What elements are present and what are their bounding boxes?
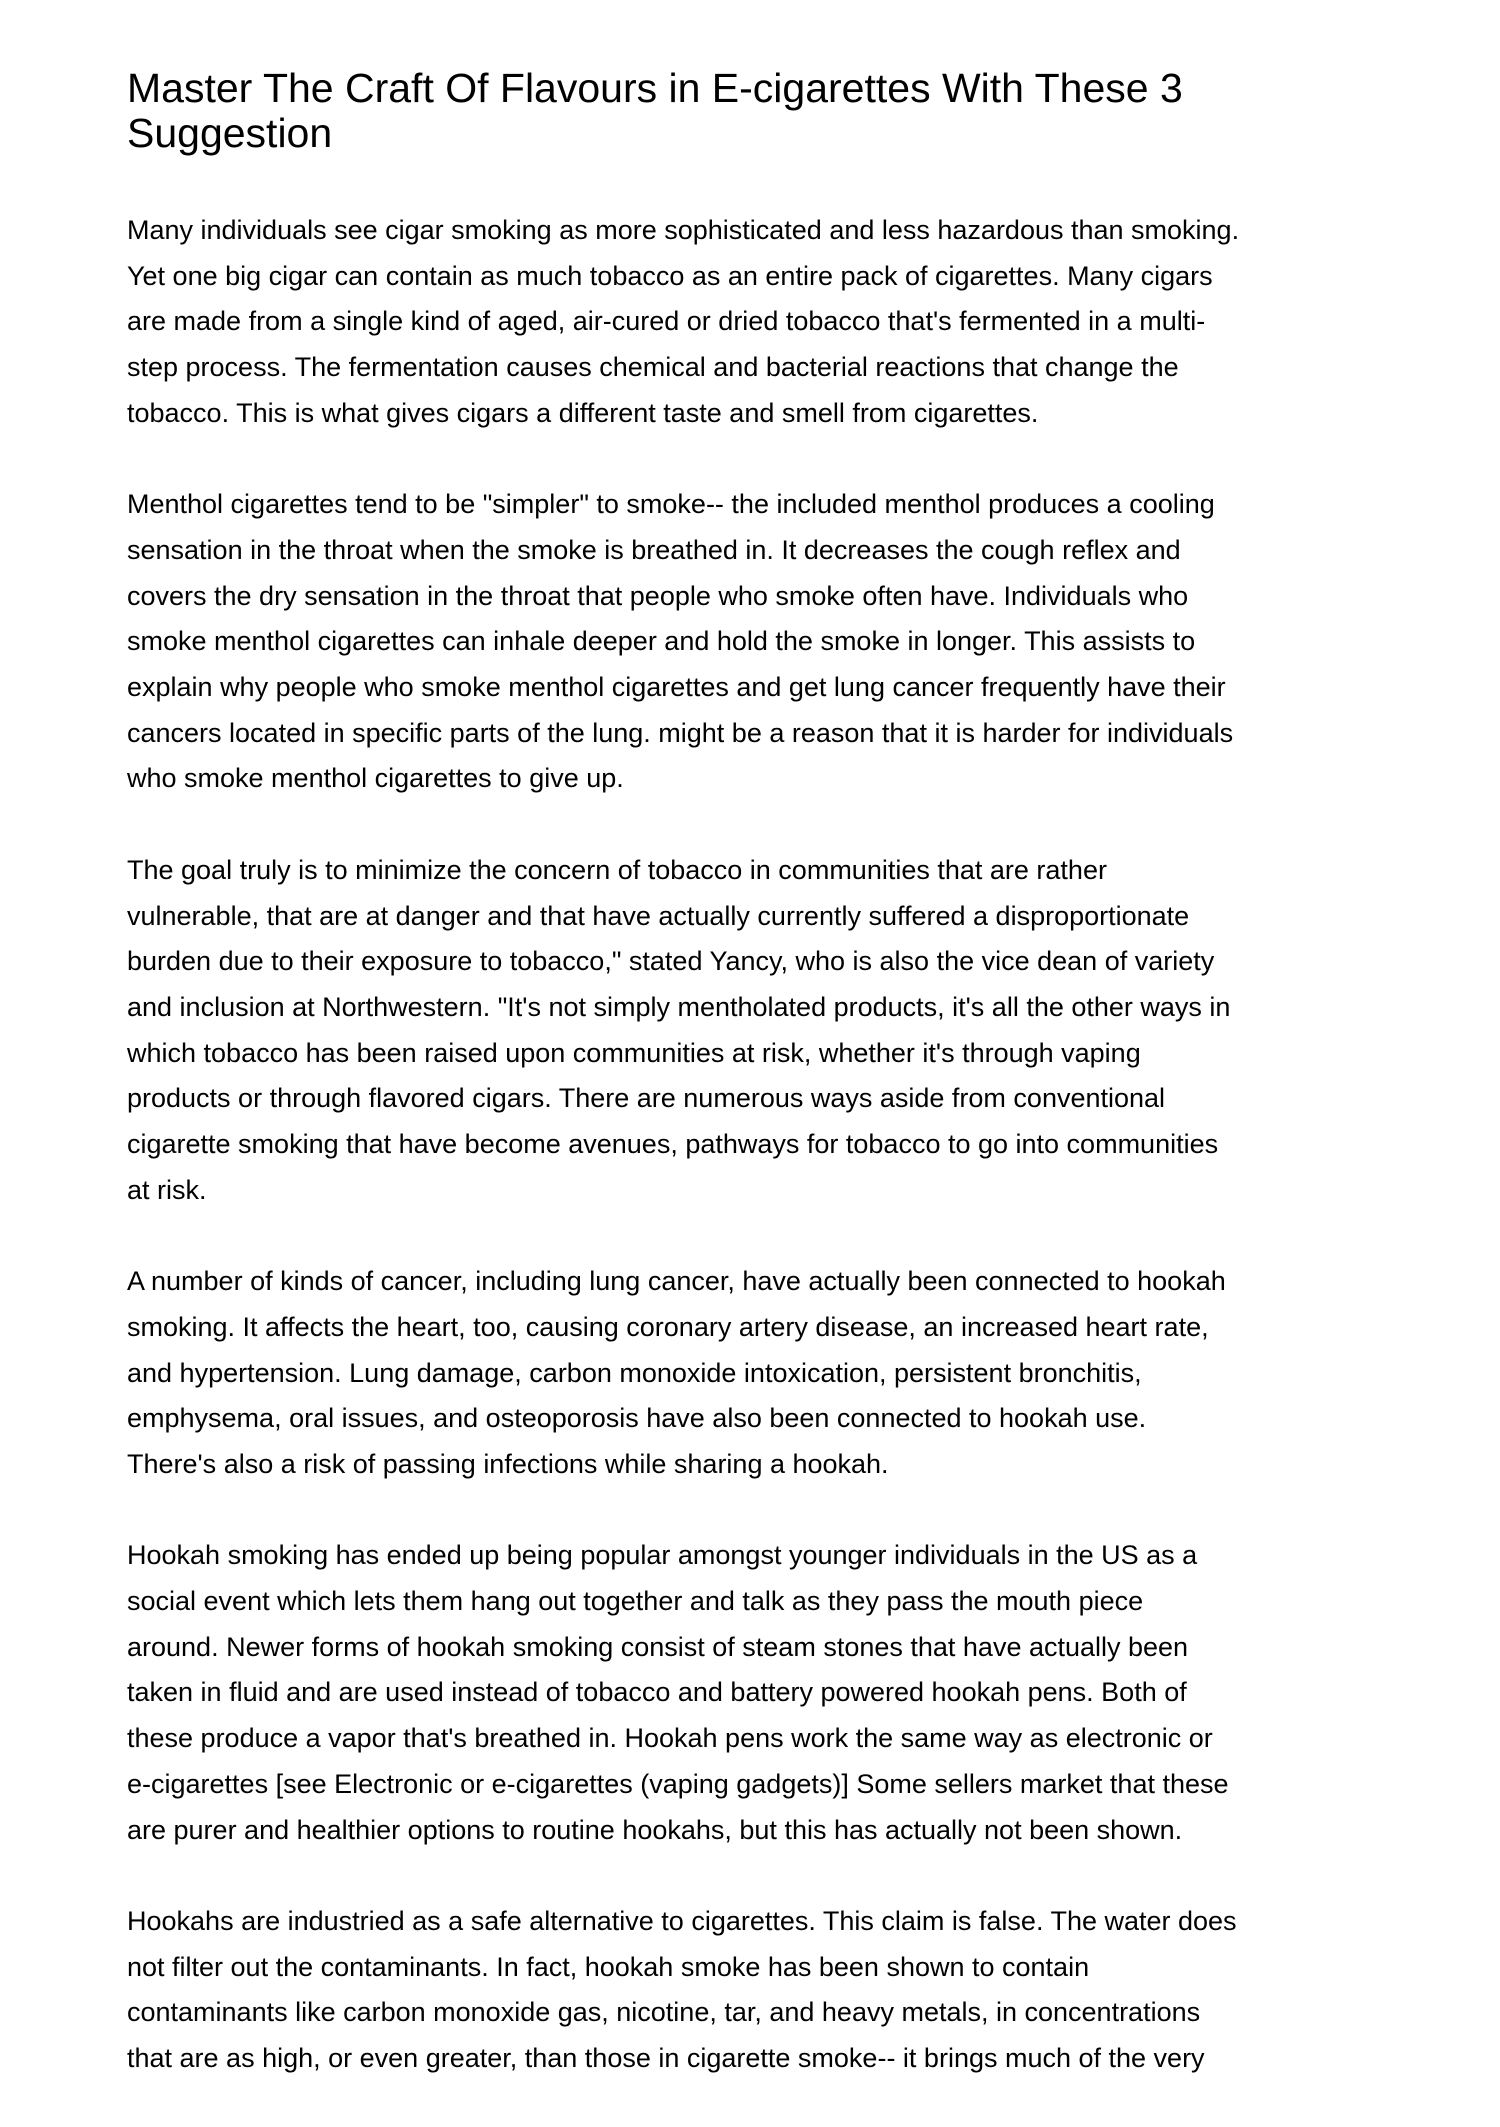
paragraph — [127, 482, 1417, 802]
text-line: step process. The fermentation causes chemical and bacterial reactions that change the — [127, 352, 1179, 383]
text-line: are purer and healthier options to routine hookahs, but this has actually not been shown. — [127, 1814, 1183, 1845]
text-line: covers the dry sensation in the throat that people who smoke often have. Individuals who — [127, 580, 1189, 611]
text-line: A number of kinds of cancer, including lung cancer, have actually been connected to hookah — [127, 1266, 1226, 1297]
text-line: and hypertension. Lung damage, carbon monoxide intoxication, persistent bronchitis, — [127, 1357, 1142, 1388]
text-line: that are as high, or even greater, than those in cigarette smoke-- it brings much of the very — [127, 2043, 1205, 2074]
text-line: burden due to their exposure to tobacco," stated Yancy, who is also the vice dean of variety — [127, 946, 1215, 977]
text-line: products or through flavored cigars. There are numerous ways aside from conventional — [127, 1083, 1166, 1114]
text-line: Hookah smoking has ended up being popular amongst younger individuals in the US as a — [127, 1540, 1198, 1571]
text-line: are made from a single kind of aged, air-cured or dried tobacco that's fermented in a multi- — [127, 306, 1206, 337]
paragraph — [127, 1899, 1417, 2082]
text-line: not filter out the contaminants. In fact, hookah smoke has been shown to contain — [127, 1951, 1090, 1982]
text-line: explain why people who smoke menthol cigarettes and get lung cancer frequently have their — [127, 672, 1226, 703]
text-line: social event which lets them hang out together and talk as they pass the mouth piece — [127, 1586, 1144, 1617]
text-line: tobacco. This is what gives cigars a different taste and smell from cigarettes. — [127, 397, 1039, 428]
text-line: at risk. — [127, 1174, 207, 1205]
text-line: around. Newer forms of hookah smoking consist of steam stones that have actually been — [127, 1631, 1189, 1662]
text-line: these produce a vapor that's breathed in. Hookah pens work the same way as electronic or — [127, 1723, 1213, 1754]
text-line: sensation in the throat when the smoke is breathed in. It decreases the cough reflex and — [127, 534, 1181, 565]
title-line: Suggestion — [127, 110, 333, 156]
text-line: Menthol cigarettes tend to be "simpler" to smoke-- the included menthol produces a cooling — [127, 489, 1215, 520]
title-line: Master The Craft Of Flavours in E-cigarettes With These 3 — [127, 65, 1183, 111]
text-line: Many individuals see cigar smoking as more sophisticated and less hazardous than smoking. — [127, 215, 1240, 245]
text-line: taken in fluid and are used instead of tobacco and battery powered hookah pens. Both of — [127, 1677, 1187, 1708]
text-line: There's also a risk of passing infections while sharing a hookah. — [127, 1448, 889, 1479]
text-line: who smoke menthol cigarettes to give up. — [127, 763, 624, 794]
text-line: Yet one big cigar can contain as much tobacco as an entire pack of cigarettes. Many cigars — [127, 260, 1213, 291]
text-line: vulnerable, that are at danger and that have actually currently suffered a disproportionate — [127, 900, 1190, 931]
paragraph — [127, 208, 1417, 437]
paragraph — [127, 1259, 1417, 1488]
text-line: cancers located in specific parts of the lung. might be a reason that it is harder for individuals — [127, 717, 1234, 748]
article-body — [127, 208, 1417, 2082]
text-line: smoking. It affects the heart, too, causing coronary artery disease, an increased heart rate, — [127, 1311, 1209, 1342]
text-line: e-cigarettes [see Electronic or e-cigarettes (vaping gadgets)] Some sellers market that these — [127, 1768, 1229, 1799]
text-line: Hookahs are industried as a safe alternative to cigarettes. This claim is false. The water does — [127, 1905, 1237, 1936]
text-line: cigarette smoking that have become avenues, pathways for tobacco to go into communities — [127, 1129, 1219, 1160]
text-line: The goal truly is to minimize the concern of tobacco in communities that are rather — [127, 854, 1107, 885]
paragraph — [127, 848, 1417, 1214]
text-line: smoke menthol cigarettes can inhale deeper and hold the smoke in longer. This assists to — [127, 626, 1196, 657]
text-line: which tobacco has been raised upon communities at risk, whether it's through vaping — [127, 1037, 1141, 1068]
text-line: emphysema, oral issues, and osteoporosis have also been connected to hookah use. — [127, 1403, 1147, 1434]
text-line: contaminants like carbon monoxide gas, nicotine, tar, and heavy metals, in concentrations — [127, 1997, 1201, 2028]
document-page — [127, 66, 1417, 2127]
paragraph — [127, 1533, 1417, 1853]
page-title — [127, 66, 1417, 156]
text-line: and inclusion at Northwestern. "It's not simply mentholated products, it's all the other ways in — [127, 991, 1231, 1022]
